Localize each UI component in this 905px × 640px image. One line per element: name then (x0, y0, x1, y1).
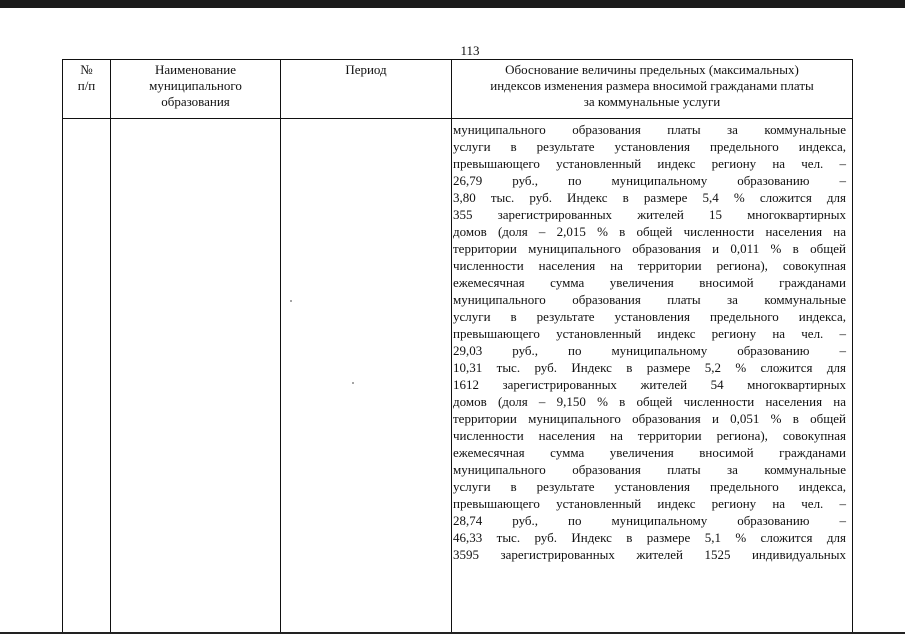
text-line: территории муниципального образования и 0,011 % в общей (453, 241, 846, 256)
text-line: 355 зарегистрированных жителей 15 многоквартирных (453, 207, 846, 222)
text-line: домов (доля – 9,150 % в общей численности населения на (453, 394, 846, 409)
text-line: услуги в результате установления предельного индекса, (453, 479, 846, 494)
text-line: превышающего установленный индекс региону на чел. – (453, 156, 846, 171)
justification-text (453, 121, 846, 563)
header-period-line: Период (345, 62, 387, 77)
text-line: 29,03 руб., по муниципальному образованию – (453, 343, 846, 358)
table-header (62, 59, 853, 119)
column-divider-right (852, 119, 853, 632)
header-number-line: п/п (77, 78, 96, 93)
scan-speck (352, 382, 354, 384)
text-line: домов (доля – 2,015 % в общей численности населения на (453, 224, 846, 239)
text-line: численности населения на территории региона), совокупная (453, 258, 846, 273)
text-line: услуги в результате установления предельного индекса, (453, 139, 846, 154)
header-name-line: образования (161, 94, 230, 109)
text-line: муниципального образования платы за коммунальные (453, 462, 846, 477)
page-number: 113 (460, 43, 480, 58)
text-line: численности населения на территории региона), совокупная (453, 428, 846, 443)
text-line: 3595 зарегистрированных жителей 1525 индивидуальных (453, 547, 846, 562)
column-divider-left (62, 119, 63, 632)
bottom-border (0, 632, 905, 634)
column-divider-1 (110, 119, 111, 632)
text-line: 26,79 руб., по муниципальному образованию – (453, 173, 846, 188)
text-line: 28,74 руб., по муниципальному образованию – (453, 513, 846, 528)
header-number-cell (63, 60, 111, 118)
header-name-line: Наименование (155, 62, 236, 77)
text-line: превышающего установленный индекс региону на чел. – (453, 496, 846, 511)
text-line: 46,33 тыс. руб. Индекс в размере 5,1 % сложится для (453, 530, 846, 545)
text-line: 3,80 тыс. руб. Индекс в размере 5,4 % сложится для (453, 190, 846, 205)
header-justification-line: индексов изменения размера вносимой гражданами платы (490, 78, 814, 93)
header-number-line: № (80, 62, 93, 77)
text-line: муниципального образования платы за коммунальные (453, 292, 846, 307)
text-line: превышающего установленный индекс региону на чел. – (453, 326, 846, 341)
text-line: 10,31 тыс. руб. Индекс в размере 5,2 % сложится для (453, 360, 846, 375)
text-line: ежемесячная сумма увеличения вносимой гражданами (453, 445, 846, 460)
text-line: услуги в результате установления предельного индекса, (453, 309, 846, 324)
text-line: ежемесячная сумма увеличения вносимой гражданами (453, 275, 846, 290)
text-line: 1612 зарегистрированных жителей 54 многоквартирных (453, 377, 846, 392)
header-justification-line: Обоснование величины предельных (максимальных) (505, 62, 799, 77)
column-divider-3 (451, 119, 452, 632)
top-border (0, 0, 905, 8)
scan-speck (290, 300, 292, 302)
header-justification-line: за коммунальные услуги (583, 94, 721, 109)
header-name-line: муниципального (149, 78, 242, 93)
text-line: территории муниципального образования и 0,051 % в общей (453, 411, 846, 426)
header-period-cell (281, 60, 452, 118)
header-justification-cell (452, 60, 852, 118)
header-name-cell (111, 60, 281, 118)
column-divider-2 (280, 119, 281, 632)
text-line: муниципального образования платы за коммунальные (453, 122, 846, 137)
